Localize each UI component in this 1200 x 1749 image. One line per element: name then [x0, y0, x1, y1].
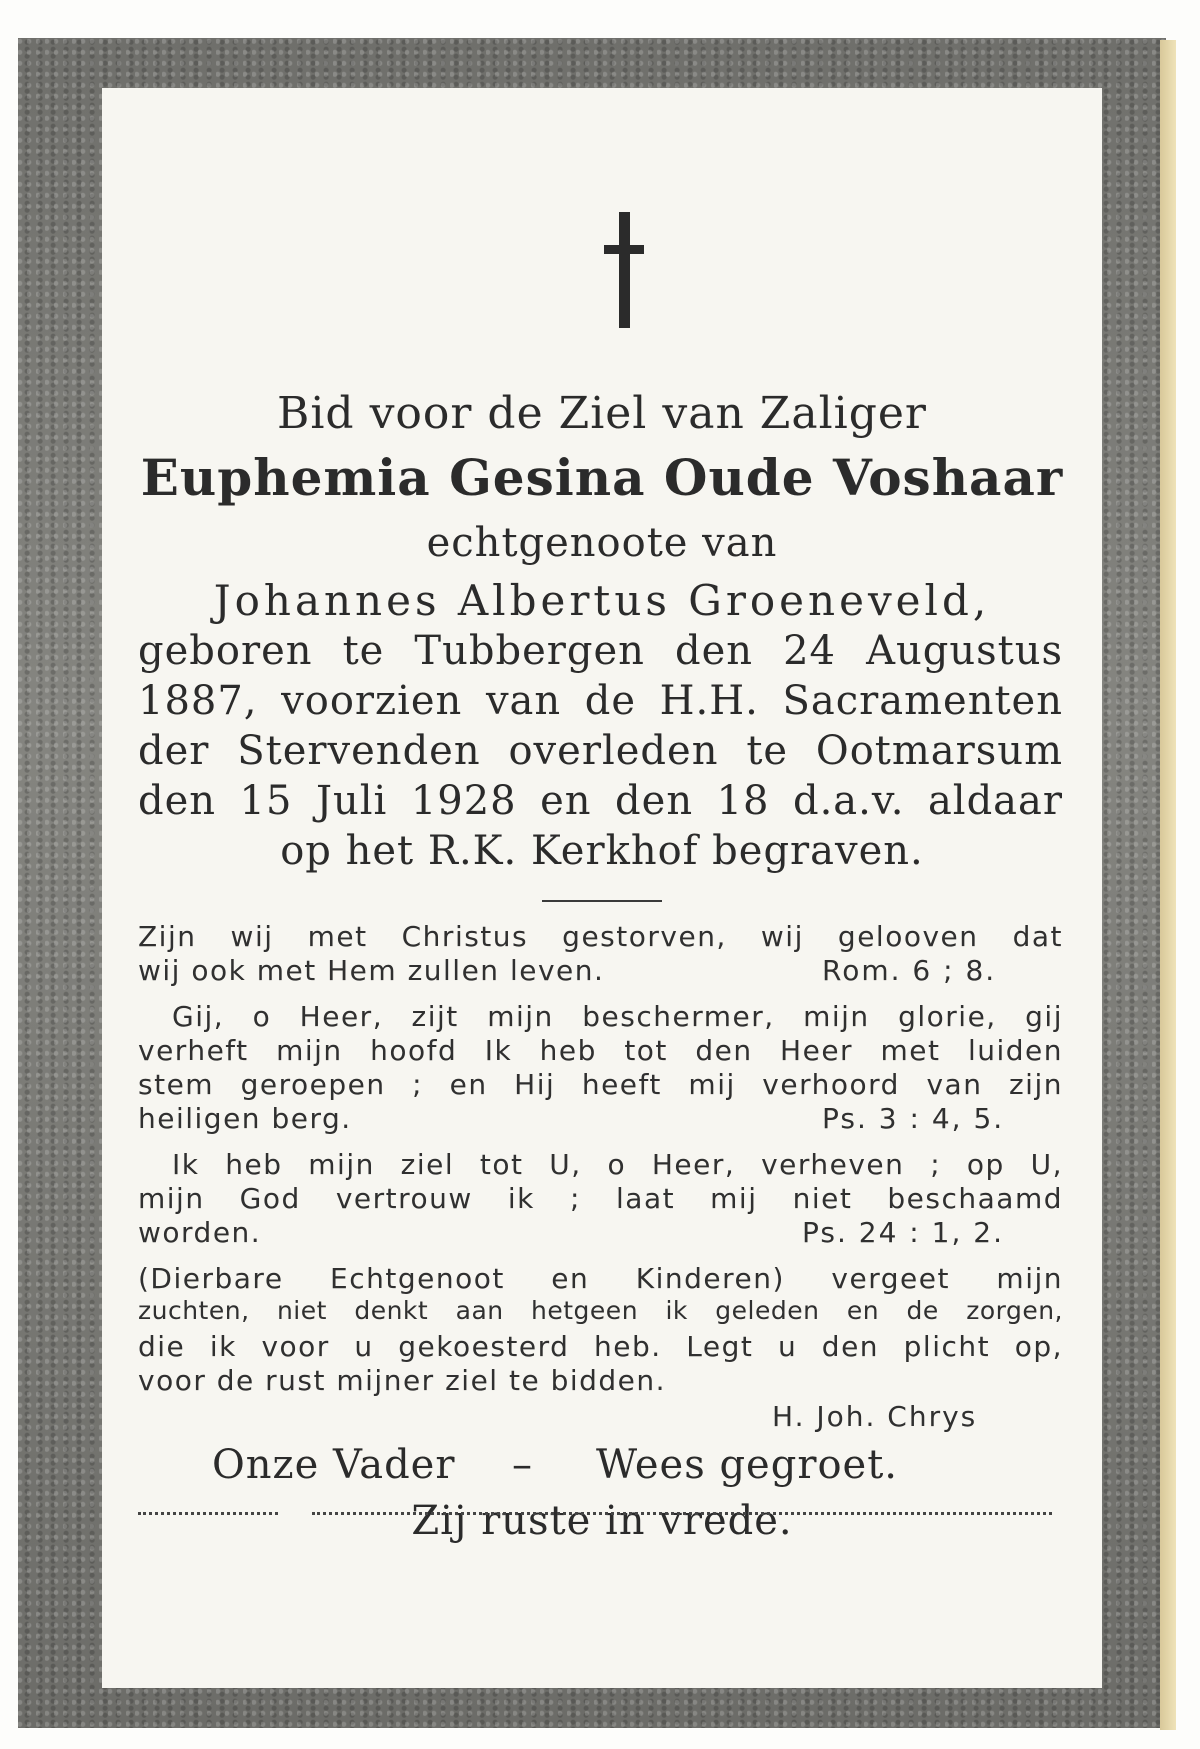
verse-line: voor de rust mijner ziel te bidden. — [138, 1364, 667, 1397]
card-heading: Bid voor de Ziel van Zaliger — [277, 388, 927, 439]
mourning-card — [102, 88, 1102, 1688]
verse-line: worden. — [138, 1216, 262, 1249]
bio-line: 1887, voorzien van de H.H. Sacramenten — [138, 678, 1063, 724]
deceased-name: Euphemia Gesina Oude Voshaar — [140, 448, 1064, 507]
verse-line: Ik heb mijn ziel tot U, o Heer, verheven ; op U, — [172, 1148, 1063, 1181]
husband-name: Johannes Albertus Groeneveld, — [213, 576, 991, 625]
verse-line: verheft mijn hoofd Ik heb tot den Heer met luiden — [138, 1034, 1063, 1067]
verse-reference: H. Joh. Chrys — [772, 1400, 978, 1433]
prayer-dash: – — [512, 1442, 533, 1488]
verse-reference: Ps. 3 : 4, 5. — [822, 1102, 1005, 1135]
verse-reference: Ps. 24 : 1, 2. — [802, 1216, 1004, 1249]
prayer-wees-gegroet: Wees gegroet. — [596, 1442, 898, 1488]
paper-edge — [1160, 40, 1176, 1730]
verse-line: Gij, o Heer, zijt mijn beschermer, mijn glorie, gij — [172, 1000, 1063, 1033]
closing-text: Zij ruste in vrede. — [411, 1498, 793, 1544]
verse-line: Zijn wij met Christus gestorven, wij gelooven dat — [138, 920, 1063, 953]
dotted-line — [312, 1512, 1052, 1515]
verse-line: mijn God vertrouw ik ; laat mij niet beschaamd — [138, 1182, 1063, 1215]
prayer-onze-vader: Onze Vader — [212, 1442, 456, 1488]
verse-line: wij ook met Hem zullen leven. — [138, 954, 605, 987]
divider — [542, 900, 662, 902]
verse-line: heiligen berg. — [138, 1102, 352, 1135]
verse-line: die ik voor u gekoesterd heb. Legt u den plicht op, — [138, 1330, 1063, 1363]
bio-line: der Stervenden overleden te Ootmarsum — [138, 728, 1063, 774]
dotted-line — [138, 1512, 278, 1515]
bio-line: geboren te Tubbergen den 24 Augustus — [138, 628, 1063, 674]
cross-icon — [604, 212, 644, 328]
verse-line: stem geroepen ; en Hij heeft mij verhoord van zijn — [138, 1068, 1063, 1101]
verse-line: (Dierbare Echtgenoot en Kinderen) vergeet mijn — [138, 1262, 1063, 1295]
mourning-card-border — [18, 38, 1166, 1728]
bio-line: den 15 Juli 1928 en den 18 d.a.v. aldaar — [138, 778, 1063, 824]
bio-line: op het R.K. Kerkhof begraven. — [280, 828, 924, 874]
relation-text: echtgenoote van — [426, 520, 778, 566]
verse-reference: Rom. 6 ; 8. — [822, 954, 997, 987]
verse-line: zuchten, niet denkt aan hetgeen ik geleden en de zorgen, — [138, 1296, 1063, 1325]
